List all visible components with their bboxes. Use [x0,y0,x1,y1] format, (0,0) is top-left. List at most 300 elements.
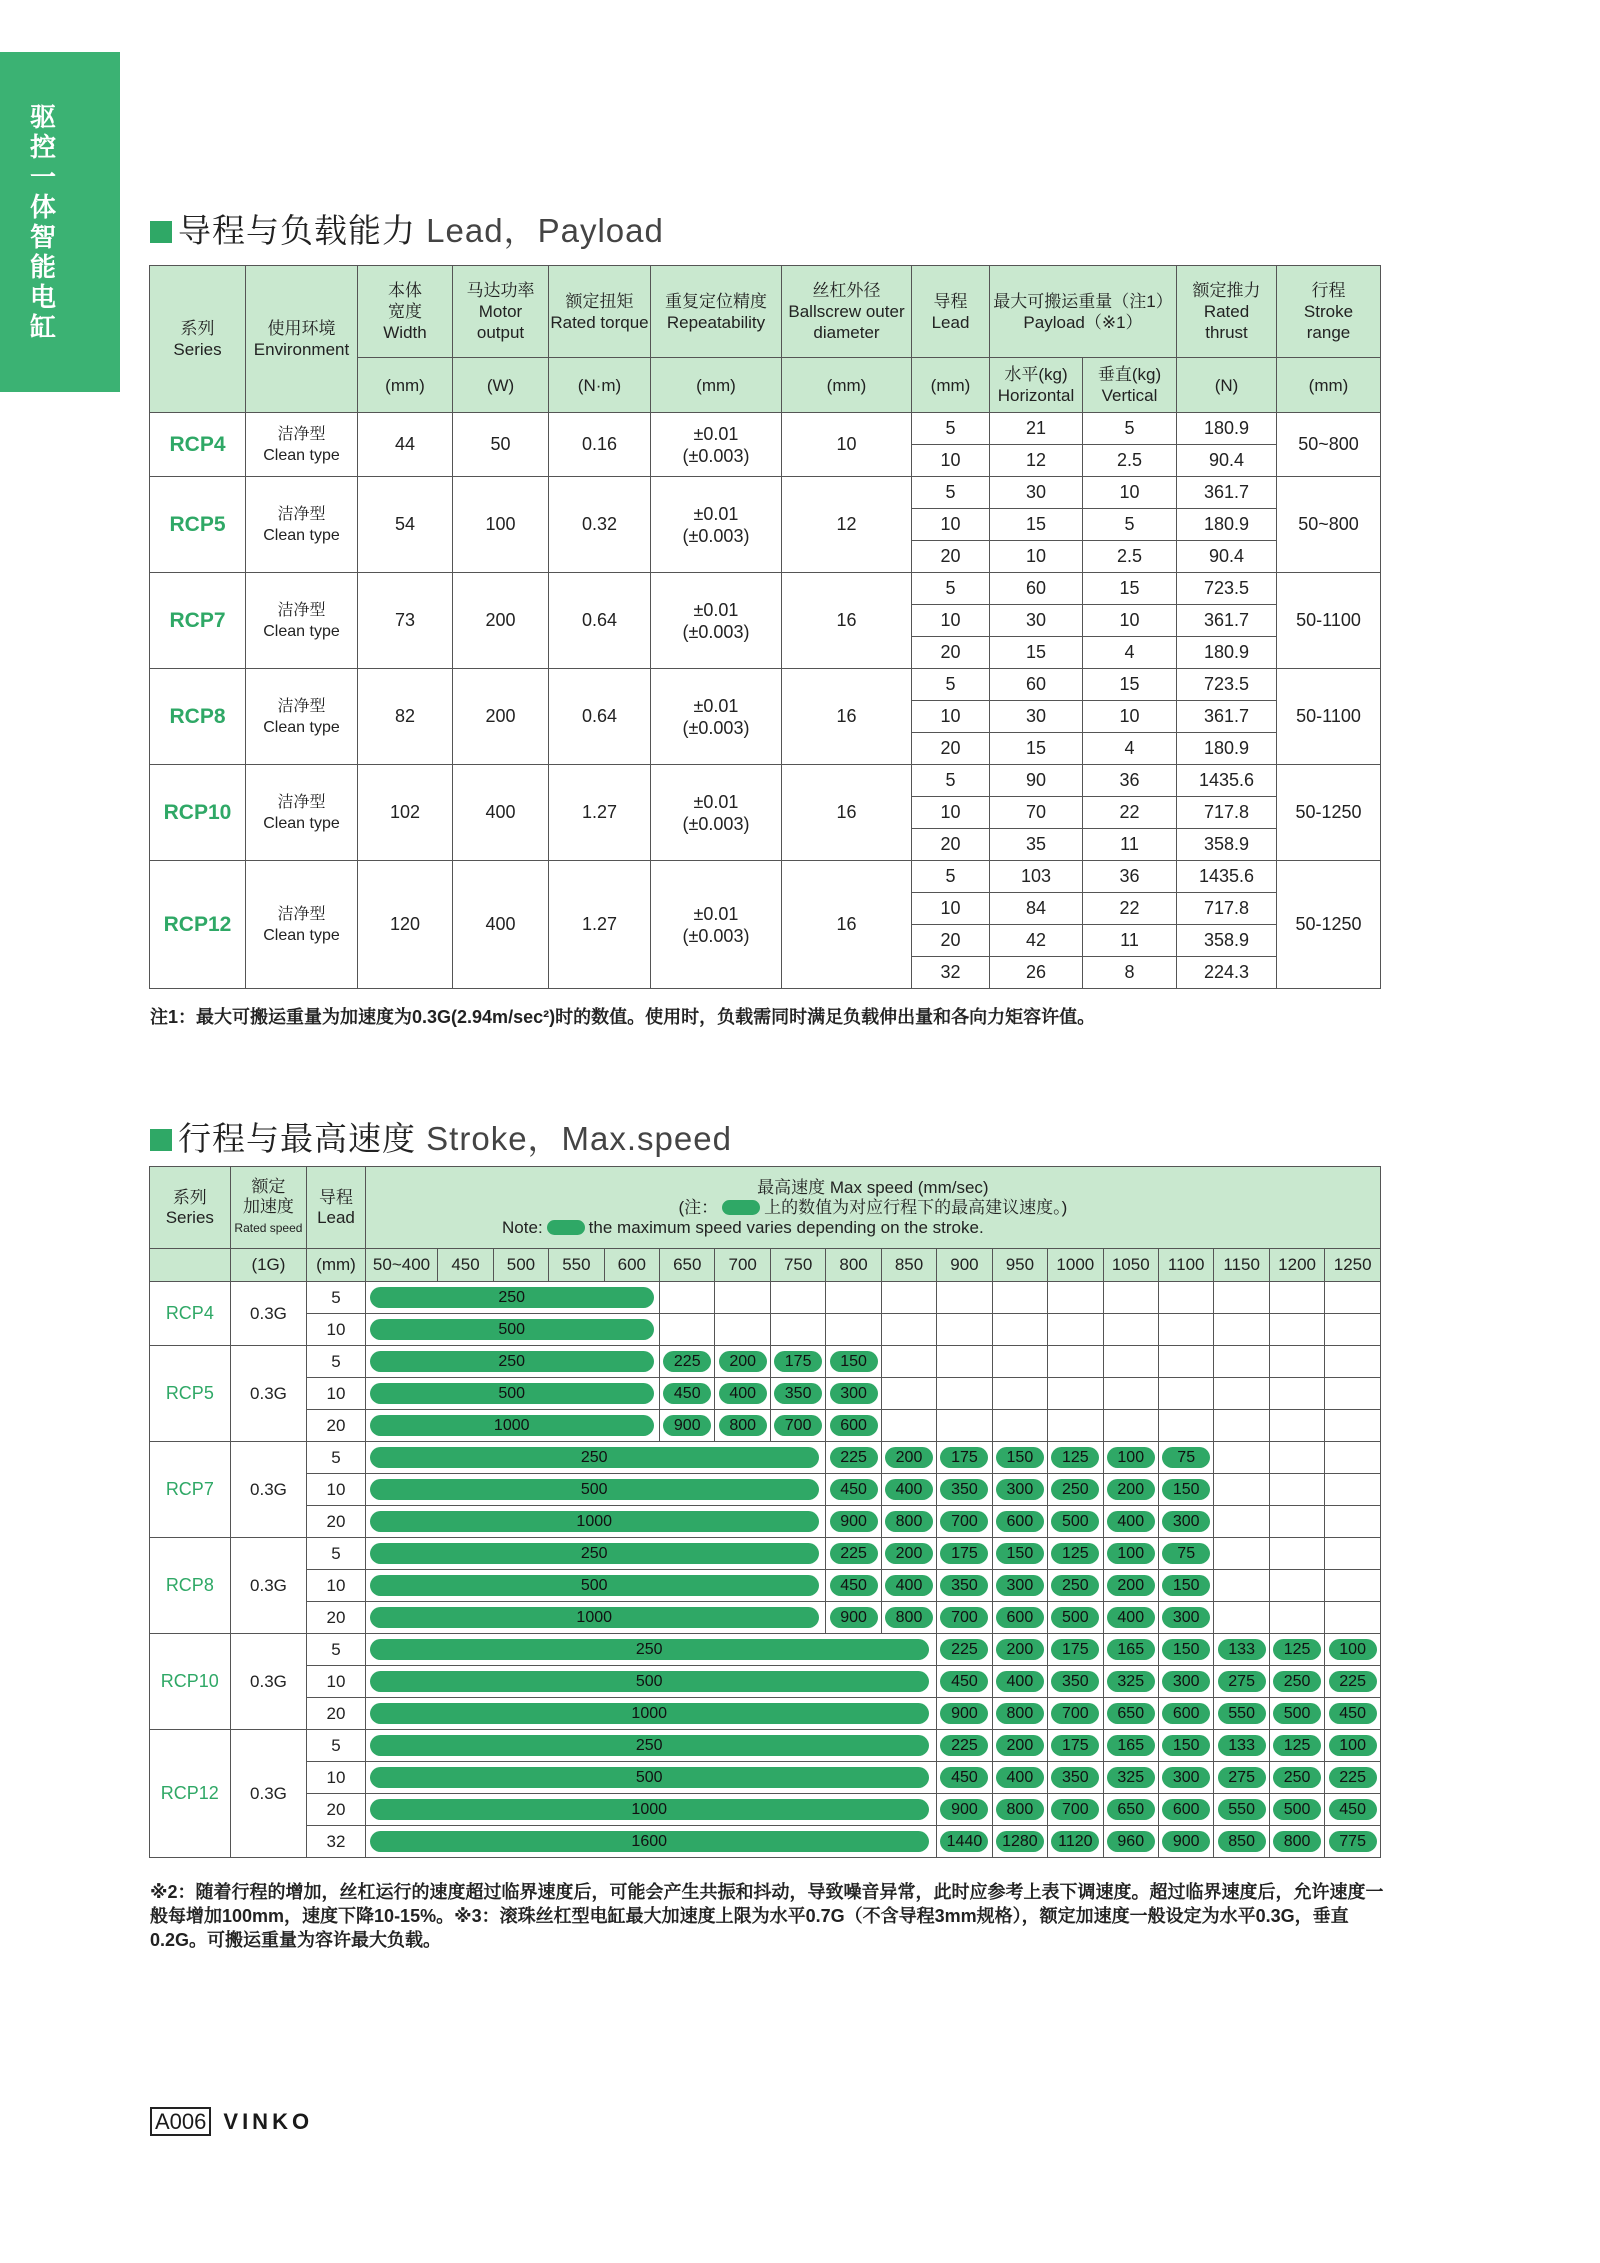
header-horizontal: 水平(kg) Horizontal [990,358,1083,413]
speed-value-cell [992,1794,1047,1826]
thrust-cell: 361.7 [1177,701,1277,733]
lead-cell: 5 [912,573,990,605]
accel-cell: 0.3G [230,1538,307,1634]
title-square-icon [150,221,172,243]
horizontal-cell: 103 [990,861,1083,893]
unit-lead: (mm) [912,358,990,413]
speed-value: 300 [1162,1767,1210,1788]
speed-value: 1280 [996,1831,1044,1852]
payload-table [149,265,1381,989]
table-row [150,1730,1381,1762]
horizontal-cell: 60 [990,573,1083,605]
accel-cell: 0.3G [230,1730,307,1858]
speed-bar-cell [365,1538,826,1570]
lead-cell: 32 [912,957,990,989]
speed-value-cell [1214,1762,1269,1794]
stroke-header: 1000 [1048,1249,1103,1282]
lead-cell: 20 [912,541,990,573]
speed-value-cell [826,1538,881,1570]
speed-value: 175 [1051,1735,1099,1756]
vertical-cell: 5 [1083,509,1177,541]
width-cell: 73 [358,573,453,669]
speed-value: 600 [830,1415,878,1436]
empty-cell [937,1314,992,1346]
speed-value: 900 [940,1799,988,1820]
empty-cell [1325,1570,1381,1602]
series-name: RCP12 [150,1730,231,1858]
stroke-header: 900 [937,1249,992,1282]
stroke-cell: 50-1100 [1277,669,1381,765]
header-lead: 导程 Lead [307,1167,365,1249]
thrust-cell: 723.5 [1177,573,1277,605]
speed-value: 400 [996,1671,1044,1692]
speed-value-cell [1325,1762,1381,1794]
speed-value: 700 [1051,1799,1099,1820]
empty-cell [992,1378,1047,1410]
header-series: 系列 Series [150,1167,231,1249]
table-row [150,1442,1381,1474]
lead-cell: 20 [912,925,990,957]
speed-table [149,1166,1381,1858]
speed-value-cell [937,1474,992,1506]
title-square-icon [150,1129,172,1151]
horizontal-cell: 60 [990,669,1083,701]
width-cell: 54 [358,477,453,573]
table-row [150,1570,1381,1602]
speed-value-cell [992,1570,1047,1602]
speed-value: 325 [1107,1767,1155,1788]
series-name: RCP7 [150,1442,231,1538]
speed-value-cell [1048,1602,1103,1634]
horizontal-cell: 15 [990,637,1083,669]
ballscrew-cell: 16 [782,573,912,669]
lead-cell: 5 [307,1634,365,1666]
motor-cell: 400 [453,765,549,861]
vertical-cell: 11 [1083,925,1177,957]
unit-width: (mm) [358,358,453,413]
vertical-cell: 10 [1083,477,1177,509]
header-payload: 最大可搬运重量（注1） Payload（※1） [990,266,1177,358]
thrust-cell: 723.5 [1177,669,1277,701]
lead-cell: 5 [912,413,990,445]
max-speed-bar: 500 [370,1479,819,1500]
unit-torque: (N·m) [549,358,651,413]
ballscrew-cell: 16 [782,765,912,861]
speed-value: 800 [885,1511,933,1532]
motor-cell: 200 [453,573,549,669]
horizontal-cell: 26 [990,957,1083,989]
lead-cell: 5 [307,1346,365,1378]
speed-value-cell [937,1538,992,1570]
lead-cell: 20 [307,1794,365,1826]
side-char: 电 [29,282,56,312]
environment-cell: 洁净型 Clean type [246,669,358,765]
max-speed-bar: 500 [370,1319,654,1340]
speed-value-cell [1158,1666,1213,1698]
stroke-header: 650 [660,1249,715,1282]
table-row [150,1474,1381,1506]
series-name: RCP8 [150,1538,231,1634]
speed-value: 800 [1273,1831,1321,1852]
table-row [150,573,1381,605]
unit-motor: (W) [453,358,549,413]
unit-thrust: (N) [1177,358,1277,413]
lead-cell: 5 [307,1442,365,1474]
empty-cell [992,1410,1047,1442]
empty-cell [1325,1314,1381,1346]
speed-value-cell [715,1378,770,1410]
stroke-cell: 50~800 [1277,477,1381,573]
speed-value: 125 [1273,1639,1321,1660]
lead-cell: 10 [307,1570,365,1602]
speed-bar-cell [365,1506,826,1538]
speed-value: 700 [940,1607,988,1628]
stroke-header: 1100 [1158,1249,1213,1282]
empty-cell [1325,1346,1381,1378]
speed-value: 200 [1107,1575,1155,1596]
note-zh-post: 上的数值为对应行程下的最高建议速度。) [764,1197,1068,1217]
speed-value-cell [1269,1730,1324,1762]
speed-value: 900 [830,1607,878,1628]
speed-value-cell [826,1346,881,1378]
horizontal-cell: 42 [990,925,1083,957]
speed-value-cell [1158,1730,1213,1762]
lead-cell: 20 [307,1602,365,1634]
repeatability-cell: ±0.01 (±0.003) [651,573,782,669]
lead-cell: 20 [307,1506,365,1538]
speed-value-cell [770,1410,825,1442]
speed-value-cell [992,1506,1047,1538]
thrust-cell: 180.9 [1177,733,1277,765]
empty-cell [1048,1314,1103,1346]
header-series-blank [150,1249,231,1282]
environment-cell: 洁净型 Clean type [246,477,358,573]
speed-value-cell [992,1666,1047,1698]
speed-value-cell [937,1602,992,1634]
page-footer [150,2109,313,2135]
max-speed-bar: 1000 [370,1415,654,1436]
lead-cell: 10 [912,797,990,829]
ballscrew-cell: 10 [782,413,912,477]
repeatability-cell: ±0.01 (±0.003) [651,413,782,477]
speed-value: 275 [1218,1767,1266,1788]
speed-value-cell [1269,1826,1324,1858]
speed-bar-cell [365,1346,659,1378]
table-row [150,477,1381,509]
lead-cell: 5 [307,1730,365,1762]
thrust-cell: 180.9 [1177,413,1277,445]
horizontal-cell: 21 [990,413,1083,445]
speed-value: 550 [1218,1703,1266,1724]
speed-value-cell [937,1730,992,1762]
table-row [150,1634,1381,1666]
speed-section-title [150,1113,732,1160]
empty-cell [1103,1282,1158,1314]
speed-value: 175 [1051,1639,1099,1660]
header-accel-en: Rated speed [234,1221,303,1235]
speed-value-cell [881,1506,936,1538]
speed-value-cell [1158,1698,1213,1730]
horizontal-cell: 30 [990,477,1083,509]
ballscrew-cell: 12 [782,477,912,573]
empty-cell [937,1378,992,1410]
series-name: RCP12 [150,861,246,989]
speed-value: 150 [1162,1735,1210,1756]
stroke-cell: 50-1250 [1277,765,1381,861]
empty-cell [1048,1378,1103,1410]
speed-value-cell [715,1346,770,1378]
speed-value: 250 [1273,1767,1321,1788]
note-label: Note: [502,1217,543,1237]
header-repeat: 重复定位精度 Repeatability [651,266,782,358]
header-max-speed [365,1167,1380,1249]
empty-cell [1214,1538,1269,1570]
vertical-cell: 11 [1083,829,1177,861]
empty-cell [1325,1602,1381,1634]
speed-value-cell [1214,1730,1269,1762]
ballscrew-cell: 16 [782,669,912,765]
speed-value: 400 [885,1575,933,1596]
speed-value-cell [881,1538,936,1570]
empty-cell [1158,1282,1213,1314]
speed-value: 450 [1329,1703,1377,1724]
payload-note: 注1：最大可搬运重量为加速度为0.3G(2.94m/sec²)时的数值。使用时，负载需同时满足负载伸出量和各向力矩容许值。 [150,1007,1096,1027]
horizontal-cell: 90 [990,765,1083,797]
speed-value: 960 [1107,1831,1155,1852]
speed-value: 225 [663,1351,711,1372]
header-ballscrew: 丝杠外径 Ballscrew outer diameter [782,266,912,358]
speed-value: 300 [1162,1607,1210,1628]
stroke-header: 700 [715,1249,770,1282]
stroke-cell: 50~800 [1277,413,1381,477]
series-name: RCP4 [150,1282,231,1346]
speed-value-cell [1048,1474,1103,1506]
speed-value: 900 [1162,1831,1210,1852]
stroke-header: 50~400 [365,1249,438,1282]
speed-value: 100 [1107,1447,1155,1468]
table-row [150,1826,1381,1858]
speed-value: 900 [663,1415,711,1436]
empty-cell [1214,1506,1269,1538]
series-name: RCP10 [150,1634,231,1730]
empty-cell [1325,1538,1381,1570]
empty-cell [1214,1282,1269,1314]
speed-value-cell [1048,1570,1103,1602]
speed-value-cell [1048,1698,1103,1730]
table-row [150,413,1381,445]
empty-cell [1048,1410,1103,1442]
series-name: RCP10 [150,765,246,861]
speed-bar-cell [365,1442,826,1474]
speed-value: 75 [1162,1543,1210,1564]
payload-title-zh: 导程与负载能力 [178,212,416,249]
speed-value-cell [937,1634,992,1666]
empty-cell [1269,1346,1324,1378]
empty-cell [715,1282,770,1314]
table-row [150,1378,1381,1410]
header-series: 系列 Series [150,266,246,413]
speed-value: 175 [940,1447,988,1468]
speed-value-cell [1158,1762,1213,1794]
speed-value: 200 [996,1735,1044,1756]
lead-cell: 5 [912,669,990,701]
header-thrust: 额定推力 Rated thrust [1177,266,1277,358]
motor-cell: 400 [453,861,549,989]
speed-value: 133 [1218,1735,1266,1756]
speed-value: 350 [1051,1767,1099,1788]
lead-cell: 10 [307,1378,365,1410]
speed-value-cell [1158,1794,1213,1826]
speed-value: 600 [1162,1799,1210,1820]
thrust-cell: 361.7 [1177,477,1277,509]
speed-value: 225 [830,1447,878,1468]
empty-cell [1325,1282,1381,1314]
speed-value: 700 [774,1415,822,1436]
speed-value-cell [1214,1826,1269,1858]
speed-value: 600 [996,1511,1044,1532]
unit-stroke: (mm) [1277,358,1381,413]
accel-cell: 0.3G [230,1282,307,1346]
empty-cell [1214,1378,1269,1410]
speed-value: 350 [940,1575,988,1596]
speed-value-cell [1325,1826,1381,1858]
side-char: 能 [29,252,56,282]
empty-cell [660,1282,715,1314]
speed-value-cell [937,1698,992,1730]
thrust-cell: 358.9 [1177,925,1277,957]
empty-cell [881,1378,936,1410]
speed-value-cell [937,1794,992,1826]
lead-cell: 5 [307,1538,365,1570]
thrust-cell: 90.4 [1177,541,1277,573]
speed-value-cell [1103,1762,1158,1794]
vertical-cell: 8 [1083,957,1177,989]
speed-value-cell [1325,1666,1381,1698]
speed-value-cell [715,1410,770,1442]
stroke-header: 600 [604,1249,659,1282]
payload-section-title [150,205,664,252]
empty-cell [1158,1346,1213,1378]
horizontal-cell: 10 [990,541,1083,573]
environment-cell: 洁净型 Clean type [246,413,358,477]
repeatability-cell: ±0.01 (±0.003) [651,477,782,573]
speed-value-cell [826,1506,881,1538]
lead-cell: 10 [912,445,990,477]
speed-value-cell [660,1346,715,1378]
empty-cell [1269,1410,1324,1442]
speed-value-cell [1103,1538,1158,1570]
motor-cell: 100 [453,477,549,573]
empty-cell [1269,1474,1324,1506]
max-speed-bar: 250 [370,1735,929,1756]
empty-cell [881,1346,936,1378]
series-name: RCP8 [150,669,246,765]
speed-value-cell [937,1762,992,1794]
speed-value-cell [992,1762,1047,1794]
speed-value: 100 [1329,1639,1377,1660]
speed-value-cell [937,1826,992,1858]
vertical-cell: 2.5 [1083,541,1177,573]
lead-cell: 10 [912,509,990,541]
speed-value: 125 [1051,1447,1099,1468]
torque-cell: 0.16 [549,413,651,477]
speed-value-cell [937,1666,992,1698]
max-speed-bar: 1000 [370,1511,819,1532]
speed-value: 150 [996,1447,1044,1468]
speed-value: 200 [996,1639,1044,1660]
header-width: 本体 宽度 Width [358,266,453,358]
speed-value: 100 [1329,1735,1377,1756]
speed-value-cell [1103,1794,1158,1826]
empty-cell [1103,1314,1158,1346]
table-row [150,1602,1381,1634]
speed-value: 150 [996,1543,1044,1564]
empty-cell [881,1410,936,1442]
side-char: 缸 [29,312,56,342]
horizontal-cell: 84 [990,893,1083,925]
speed-bar-cell [365,1410,659,1442]
speed-value-cell [1048,1634,1103,1666]
width-cell: 120 [358,861,453,989]
speed-value-cell [1269,1794,1324,1826]
speed-value-cell [1103,1826,1158,1858]
empty-cell [826,1282,881,1314]
speed-title-zh: 行程与最高速度 [178,1120,416,1157]
empty-cell [1103,1346,1158,1378]
swatch-icon [722,1200,760,1215]
speed-value: 300 [996,1575,1044,1596]
stroke-cell: 50-1100 [1277,573,1381,669]
speed-value: 800 [719,1415,767,1436]
stroke-header: 500 [493,1249,548,1282]
vertical-cell: 36 [1083,861,1177,893]
speed-value-cell [992,1602,1047,1634]
header-stroke: 行程 Stroke range [1277,266,1381,358]
speed-value-cell [881,1602,936,1634]
header-accel: 额定 加速度 Rated speed [230,1167,307,1249]
horizontal-cell: 70 [990,797,1083,829]
series-name: RCP4 [150,413,246,477]
speed-value: 1440 [940,1831,988,1852]
empty-cell [826,1314,881,1346]
speed-value-cell [937,1570,992,1602]
speed-value-cell [937,1506,992,1538]
vertical-cell: 10 [1083,701,1177,733]
vertical-cell: 15 [1083,669,1177,701]
environment-cell: 洁净型 Clean type [246,861,358,989]
torque-cell: 1.27 [549,861,651,989]
speed-value: 700 [940,1511,988,1532]
unit-repeat: (mm) [651,358,782,413]
payload-title-en: Lead，Payload [426,212,664,249]
horizontal-cell: 30 [990,605,1083,637]
lead-cell: 5 [912,861,990,893]
table-row [150,861,1381,893]
empty-cell [770,1314,825,1346]
max-speed-bar: 250 [370,1287,654,1308]
speed-value: 500 [1273,1703,1321,1724]
speed-value-cell [992,1698,1047,1730]
speed-value-cell [992,1730,1047,1762]
speed-bar-cell [365,1602,826,1634]
speed-bar-cell [365,1826,937,1858]
empty-cell [1325,1378,1381,1410]
max-speed-bar: 250 [370,1447,819,1468]
speed-value-cell [826,1570,881,1602]
speed-value: 400 [996,1767,1044,1788]
empty-cell [937,1410,992,1442]
thrust-cell: 1435.6 [1177,765,1277,797]
